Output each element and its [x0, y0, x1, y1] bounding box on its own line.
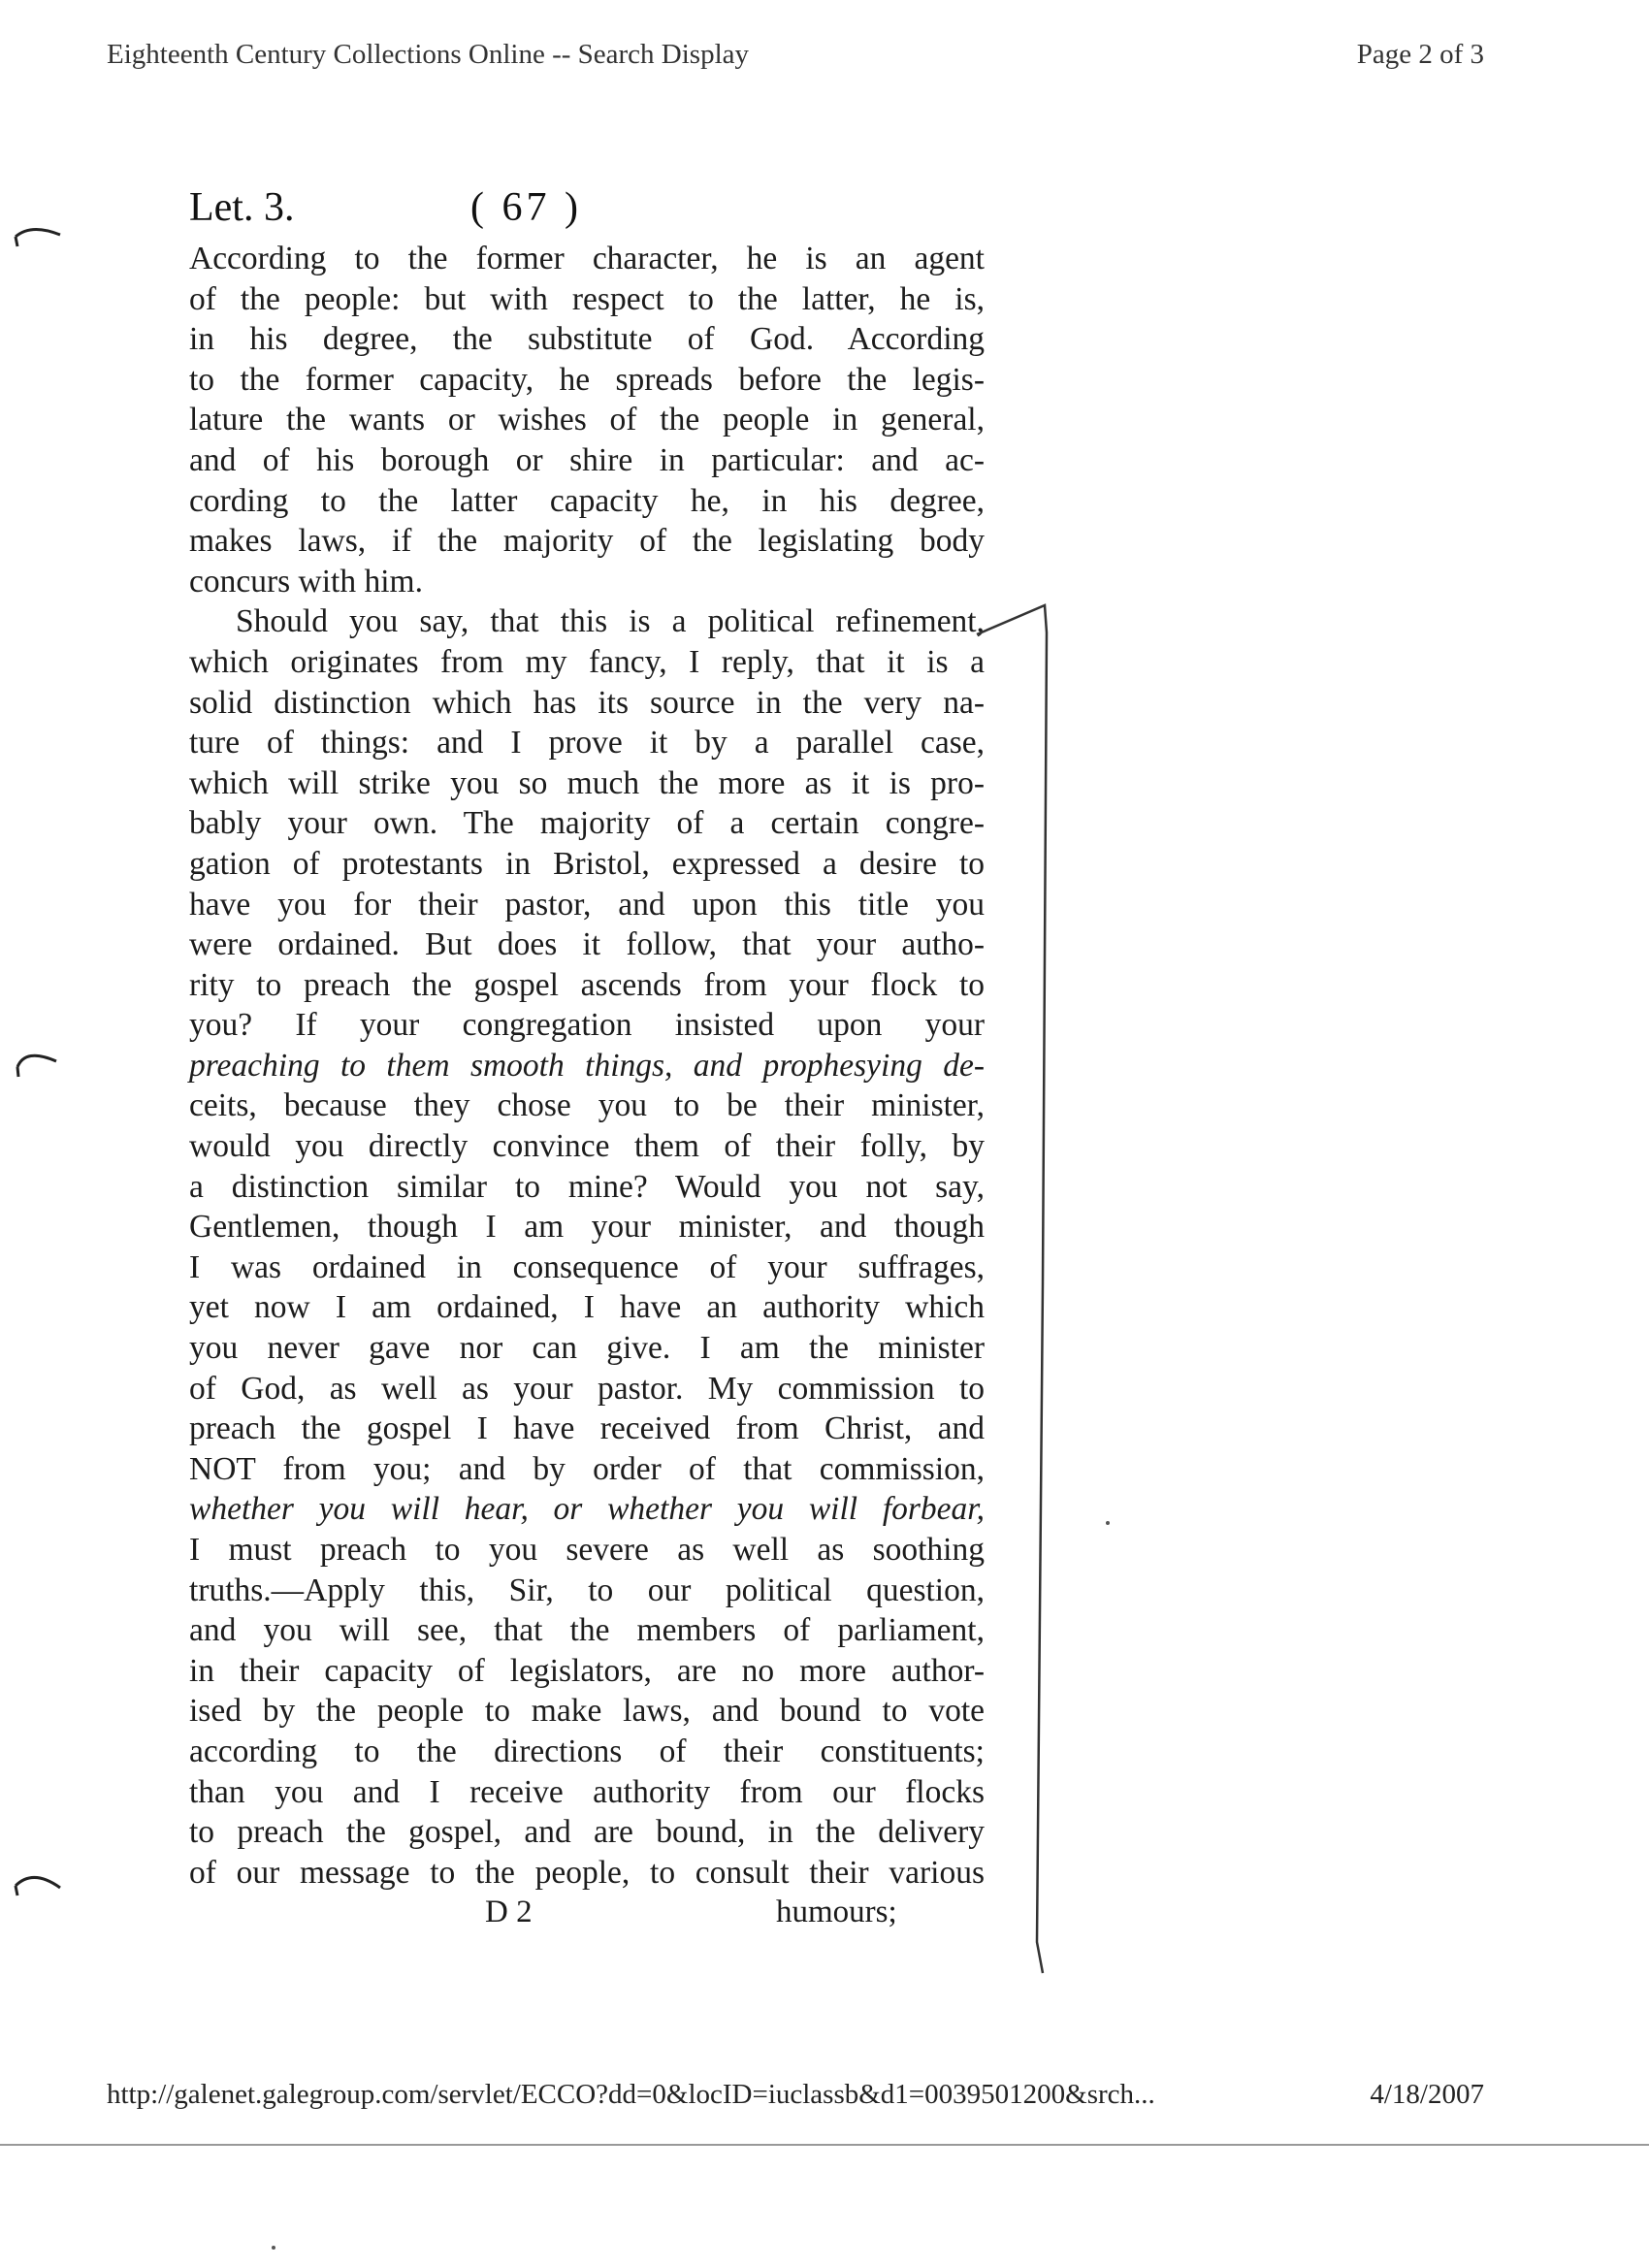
- text-line: according to the directions of their constituents;: [189, 1733, 985, 1769]
- page-indicator: Page 2 of 3: [1356, 39, 1484, 70]
- text-line: in his degree, the substitute of God. According: [189, 321, 985, 358]
- text-line: According to the former character, he is an agent: [189, 241, 985, 276]
- text-line: I must preach to you severe as well as soothing: [189, 1532, 985, 1568]
- margin-curl-mark: [12, 215, 65, 254]
- text-line: would you directly convince them of their folly, by: [189, 1128, 985, 1165]
- text-line: makes laws, if the majority of the legislating body: [189, 523, 985, 560]
- text-line: Gentlemen, though I am your minister, and though: [189, 1209, 985, 1246]
- text-line: concurs with him.: [189, 563, 423, 599]
- letter-number: Let. 3.: [189, 185, 295, 230]
- text-line: ised by the people to make laws, and bound to vote: [189, 1693, 985, 1730]
- scanned-page: [189, 184, 985, 1930]
- page-number: ( 67 ): [470, 185, 582, 230]
- body-text: [189, 239, 985, 1893]
- text-line: yet now I am ordained, I have an authority which: [189, 1289, 985, 1326]
- footer-rule: [0, 2144, 1649, 2146]
- running-head: [189, 184, 985, 231]
- text-line: of God, as well as your pastor. My commission to: [189, 1370, 985, 1407]
- text-line: Should you say, that this is a political refinement,: [236, 603, 985, 640]
- text-line: of the people: but with respect to the latter, he is,: [189, 280, 985, 317]
- catchword: humours;: [776, 1895, 897, 1930]
- print-header: [107, 39, 1484, 87]
- text-line: which will strike you so much the more as it is pro-: [189, 764, 985, 801]
- text-line: and of his borough or shire in particular: and ac-: [189, 441, 985, 478]
- text-line: were ordained. But does it follow, that your autho-: [189, 926, 985, 963]
- text-line: in their capacity of legislators, are no more author-: [189, 1652, 985, 1689]
- text-line: of our message to the people, to consult their various: [189, 1854, 985, 1891]
- text-line: ture of things: and I prove it by a parallel case,: [189, 725, 985, 761]
- print-header-title: Eighteenth Century Collections Online -- Search Display: [107, 39, 750, 70]
- scan-speck: [1106, 1521, 1110, 1525]
- scan-speck: [272, 2246, 275, 2250]
- text-line: than you and I receive authority from our flocks: [189, 1773, 985, 1810]
- margin-bracket-line: [975, 603, 1052, 1981]
- text-line: gation of protestants in Bristol, expressed a desire to: [189, 845, 985, 882]
- text-line: lature the wants or wishes of the people in general,: [189, 402, 985, 438]
- source-url: http://galenet.galegroup.com/servlet/ECCO?dd=0&locID=iuclassb&d1=0039501200&srch...: [107, 2079, 1155, 2110]
- text-line: I was ordained in consequence of your suffrages,: [189, 1248, 985, 1285]
- text-line: rity to preach the gospel ascends from your flock to: [189, 966, 985, 1003]
- text-line: to the former capacity, he spreads before the legis-: [189, 361, 985, 398]
- text-line: to preach the gospel, and are bound, in the delivery: [189, 1814, 985, 1851]
- text-line: bably your own. The majority of a certain congre-: [189, 805, 985, 842]
- text-line: cording to the latter capacity he, in his degree,: [189, 482, 985, 519]
- page-foot: [189, 1895, 985, 1930]
- text-line: solid distinction which has its source in the very na-: [189, 684, 985, 721]
- print-date: 4/18/2007: [1370, 2079, 1484, 2110]
- print-footer: [107, 2079, 1484, 2111]
- signature-mark: D 2: [485, 1895, 533, 1930]
- text-line: you never gave nor can give. I am the minister: [189, 1330, 985, 1367]
- text-line: truths.—Apply this, Sir, to our political question,: [189, 1571, 985, 1608]
- margin-curl-mark: [12, 1040, 65, 1079]
- margin-curl-mark: [12, 1863, 65, 1901]
- text-line: you? If your congregation insisted upon your: [189, 1007, 985, 1044]
- text-line-italic: preaching to them smooth things, and prophesying de-: [189, 1047, 985, 1084]
- text-line: NOT from you; and by order of that commission,: [189, 1450, 985, 1487]
- text-line: preach the gospel I have received from Christ, and: [189, 1410, 985, 1447]
- text-line-italic: whether you will hear, or whether you will forbear,: [189, 1491, 985, 1528]
- text-line: ceits, because they chose you to be their minister,: [189, 1087, 985, 1124]
- text-line: a distinction similar to mine? Would you not say,: [189, 1168, 985, 1205]
- text-line: and you will see, that the members of parliament,: [189, 1612, 985, 1649]
- text-line: have you for their pastor, and upon this title you: [189, 886, 985, 923]
- text-line: which originates from my fancy, I reply, that it is a: [189, 643, 985, 680]
